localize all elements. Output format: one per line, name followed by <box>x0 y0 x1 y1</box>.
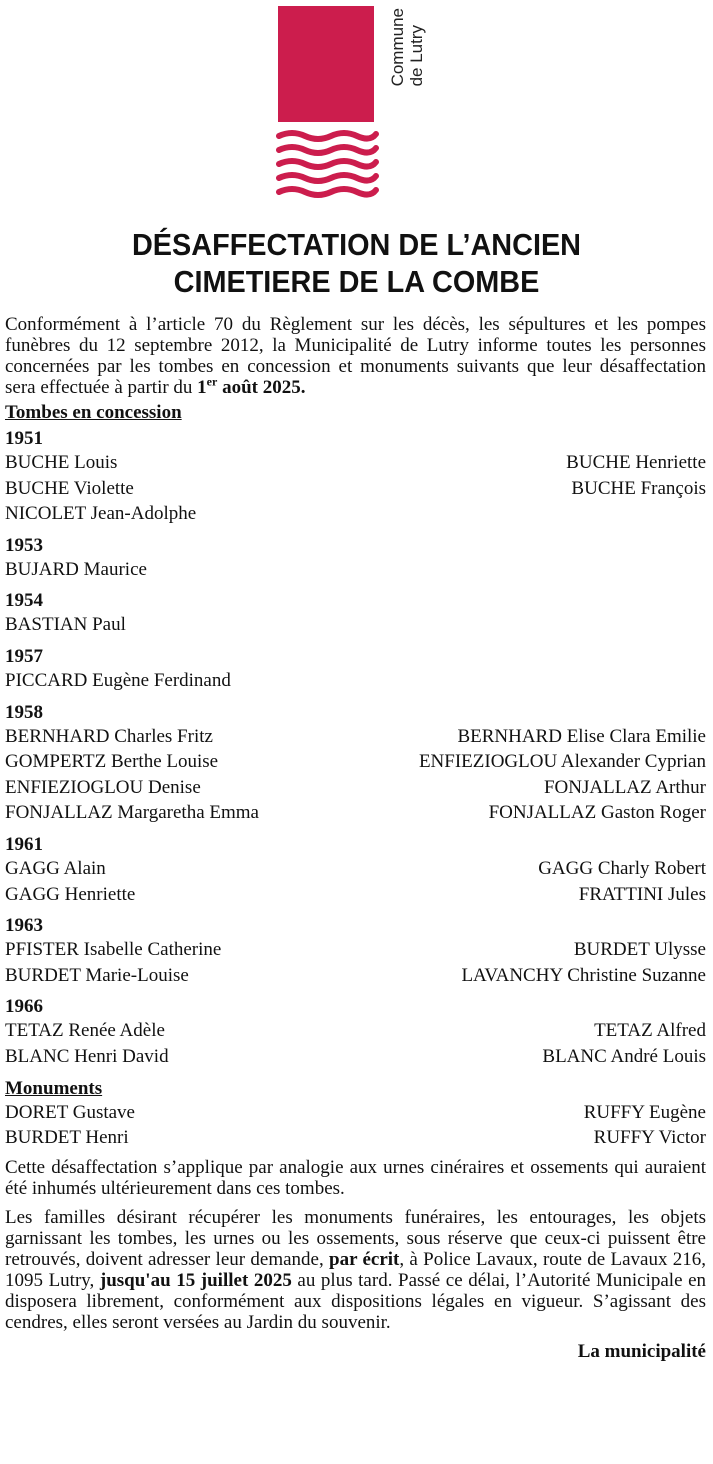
name-left: TETAZ Renée Adèle <box>5 1020 165 1042</box>
name-row <box>5 612 706 638</box>
title-line1: DÉSAFFECTATION DE L’ANCIEN <box>131 227 582 262</box>
tombes-list <box>5 428 706 1070</box>
logo-text-line2: de Lutry <box>407 24 426 87</box>
name-right: ENFIEZIOGLOU Alexander Cyprian <box>418 751 706 773</box>
monuments-heading: Monuments <box>5 1077 103 1099</box>
monument-left: BURDET Henri <box>5 1127 129 1149</box>
name-left: BUCHE Louis <box>5 452 118 473</box>
monument-right: RUFFY Victor <box>593 1127 706 1149</box>
name-right: GAGG Charly Robert <box>538 857 706 879</box>
name-row <box>5 749 706 775</box>
title-line2: CIMETIERE DE LA COMBE <box>173 264 540 299</box>
name-row <box>5 1044 706 1070</box>
name-left: PFISTER Isabelle Catherine <box>5 939 222 961</box>
name-right: LAVANCHY Christine Suzanne <box>461 964 706 986</box>
logo-text <box>388 8 426 86</box>
year-heading: 1957 <box>5 645 43 667</box>
year-heading: 1958 <box>5 701 43 723</box>
monument-row <box>5 1125 706 1151</box>
page-title <box>25 226 688 300</box>
name-row <box>5 856 706 882</box>
name-right: BERNHARD Elise Clara Emilie <box>457 725 706 747</box>
name-right: BUCHE François <box>571 477 706 499</box>
name-right: FRATTINI Jules <box>578 883 706 905</box>
name-left: BURDET Marie-Louise <box>5 964 189 986</box>
name-left: FONJALLAZ Margaretha Emma <box>5 802 259 824</box>
name-left: BASTIAN Paul <box>5 614 126 636</box>
intro-text: Conformément à l’article 70 du Règlement sur les décès, les sépultures et les pompes funèbres du 12 septembre 2012, la Municipalité de Lutry informe toutes les personnes concernées par les tombes en concession et monuments suivants que leur désaffectation sera effectuée à partir du <box>5 314 706 398</box>
name-row <box>5 557 706 583</box>
signature: La municipalité <box>577 1340 706 1362</box>
name-left: GAGG Henriette <box>5 883 136 905</box>
notice-content <box>5 314 706 1363</box>
name-row <box>5 724 706 750</box>
name-left: BUCHE Violette <box>5 477 134 499</box>
name-left: GAGG Alain <box>5 857 106 879</box>
name-left: BERNHARD Charles Fritz <box>5 725 213 747</box>
name-right: BLANC André Louis <box>542 1045 706 1067</box>
name-row <box>5 963 706 989</box>
name-left: BUJARD Maurice <box>5 558 147 580</box>
name-right: BUCHE Henriette <box>566 452 706 473</box>
year-heading: 1954 <box>5 590 43 612</box>
logo-red-square <box>278 6 374 122</box>
year-heading: 1963 <box>5 915 43 937</box>
name-left: NICOLET Jean-Adolphe <box>5 503 197 525</box>
tombes-heading: Tombes en concession <box>5 402 182 423</box>
name-left: PICCARD Eugène Ferdinand <box>5 669 231 691</box>
name-row <box>5 668 706 694</box>
year-heading: 1961 <box>5 833 43 855</box>
name-left: ENFIEZIOGLOU Denise <box>5 776 201 798</box>
intro-date: 1er août 2025 <box>197 374 301 398</box>
name-row <box>5 800 706 826</box>
name-left: BLANC Henri David <box>5 1045 169 1067</box>
monument-row <box>5 1100 706 1126</box>
para-urnes: Cette désaffectation s’applique par analogie aux urnes cinéraires et ossements qui auraient été inhumés ultérieurement dans ces tombes. <box>5 1156 706 1199</box>
name-row <box>5 501 706 527</box>
name-right: FONJALLAZ Gaston Roger <box>488 802 706 824</box>
name-left: GOMPERTZ Berthe Louise <box>5 751 219 773</box>
para-familles: Les familles désirant récupérer les monuments funéraires, les entourages, les objets garnissant les tombes, les urnes ou les ossements, sous réserve que ceux-ci puissent être retrouvés, doivent adresser leur demande, par écrit, à Police Lavaux, route de Lavaux 216, 1095 Lutry, jusqu'au 15 juillet 2025 au plus tard. Passé ce délai, l’Autorité Municipale en disposera librement, conformément aux dispositions légales en vigueur. S’agissant des cendres, elles seront versées au Jardin du souvenir. <box>5 1206 707 1333</box>
monument-right: RUFFY Eugène <box>583 1101 706 1123</box>
year-heading: 1953 <box>5 534 43 556</box>
name-row <box>5 937 706 963</box>
intro-paragraph: Conformément à l’article 70 du Règlement sur les décès, les sépultures et les pompes funèbres du 12 septembre 2012, la Municipalité de Lutry informe toutes les personnes concernées par les tombes en concession et monuments suivants que leur désaffectation sera effectuée à partir du 1er août 2025. <box>5 314 706 398</box>
commune-logo <box>276 4 436 194</box>
name-right: BURDET Ulysse <box>573 939 706 961</box>
name-row <box>5 775 706 801</box>
name-row <box>5 882 706 908</box>
name-row <box>5 450 706 476</box>
monuments-list <box>5 1100 706 1151</box>
name-row <box>5 1018 706 1044</box>
year-heading: 1951 <box>5 428 43 449</box>
year-heading: 1966 <box>5 996 43 1018</box>
name-right: TETAZ Alfred <box>594 1020 706 1042</box>
monument-left: DORET Gustave <box>5 1101 135 1123</box>
logo-text-line1: Commune <box>388 8 407 87</box>
logo-waves-icon <box>276 128 380 200</box>
name-row <box>5 476 706 502</box>
name-right: FONJALLAZ Arthur <box>543 776 706 798</box>
